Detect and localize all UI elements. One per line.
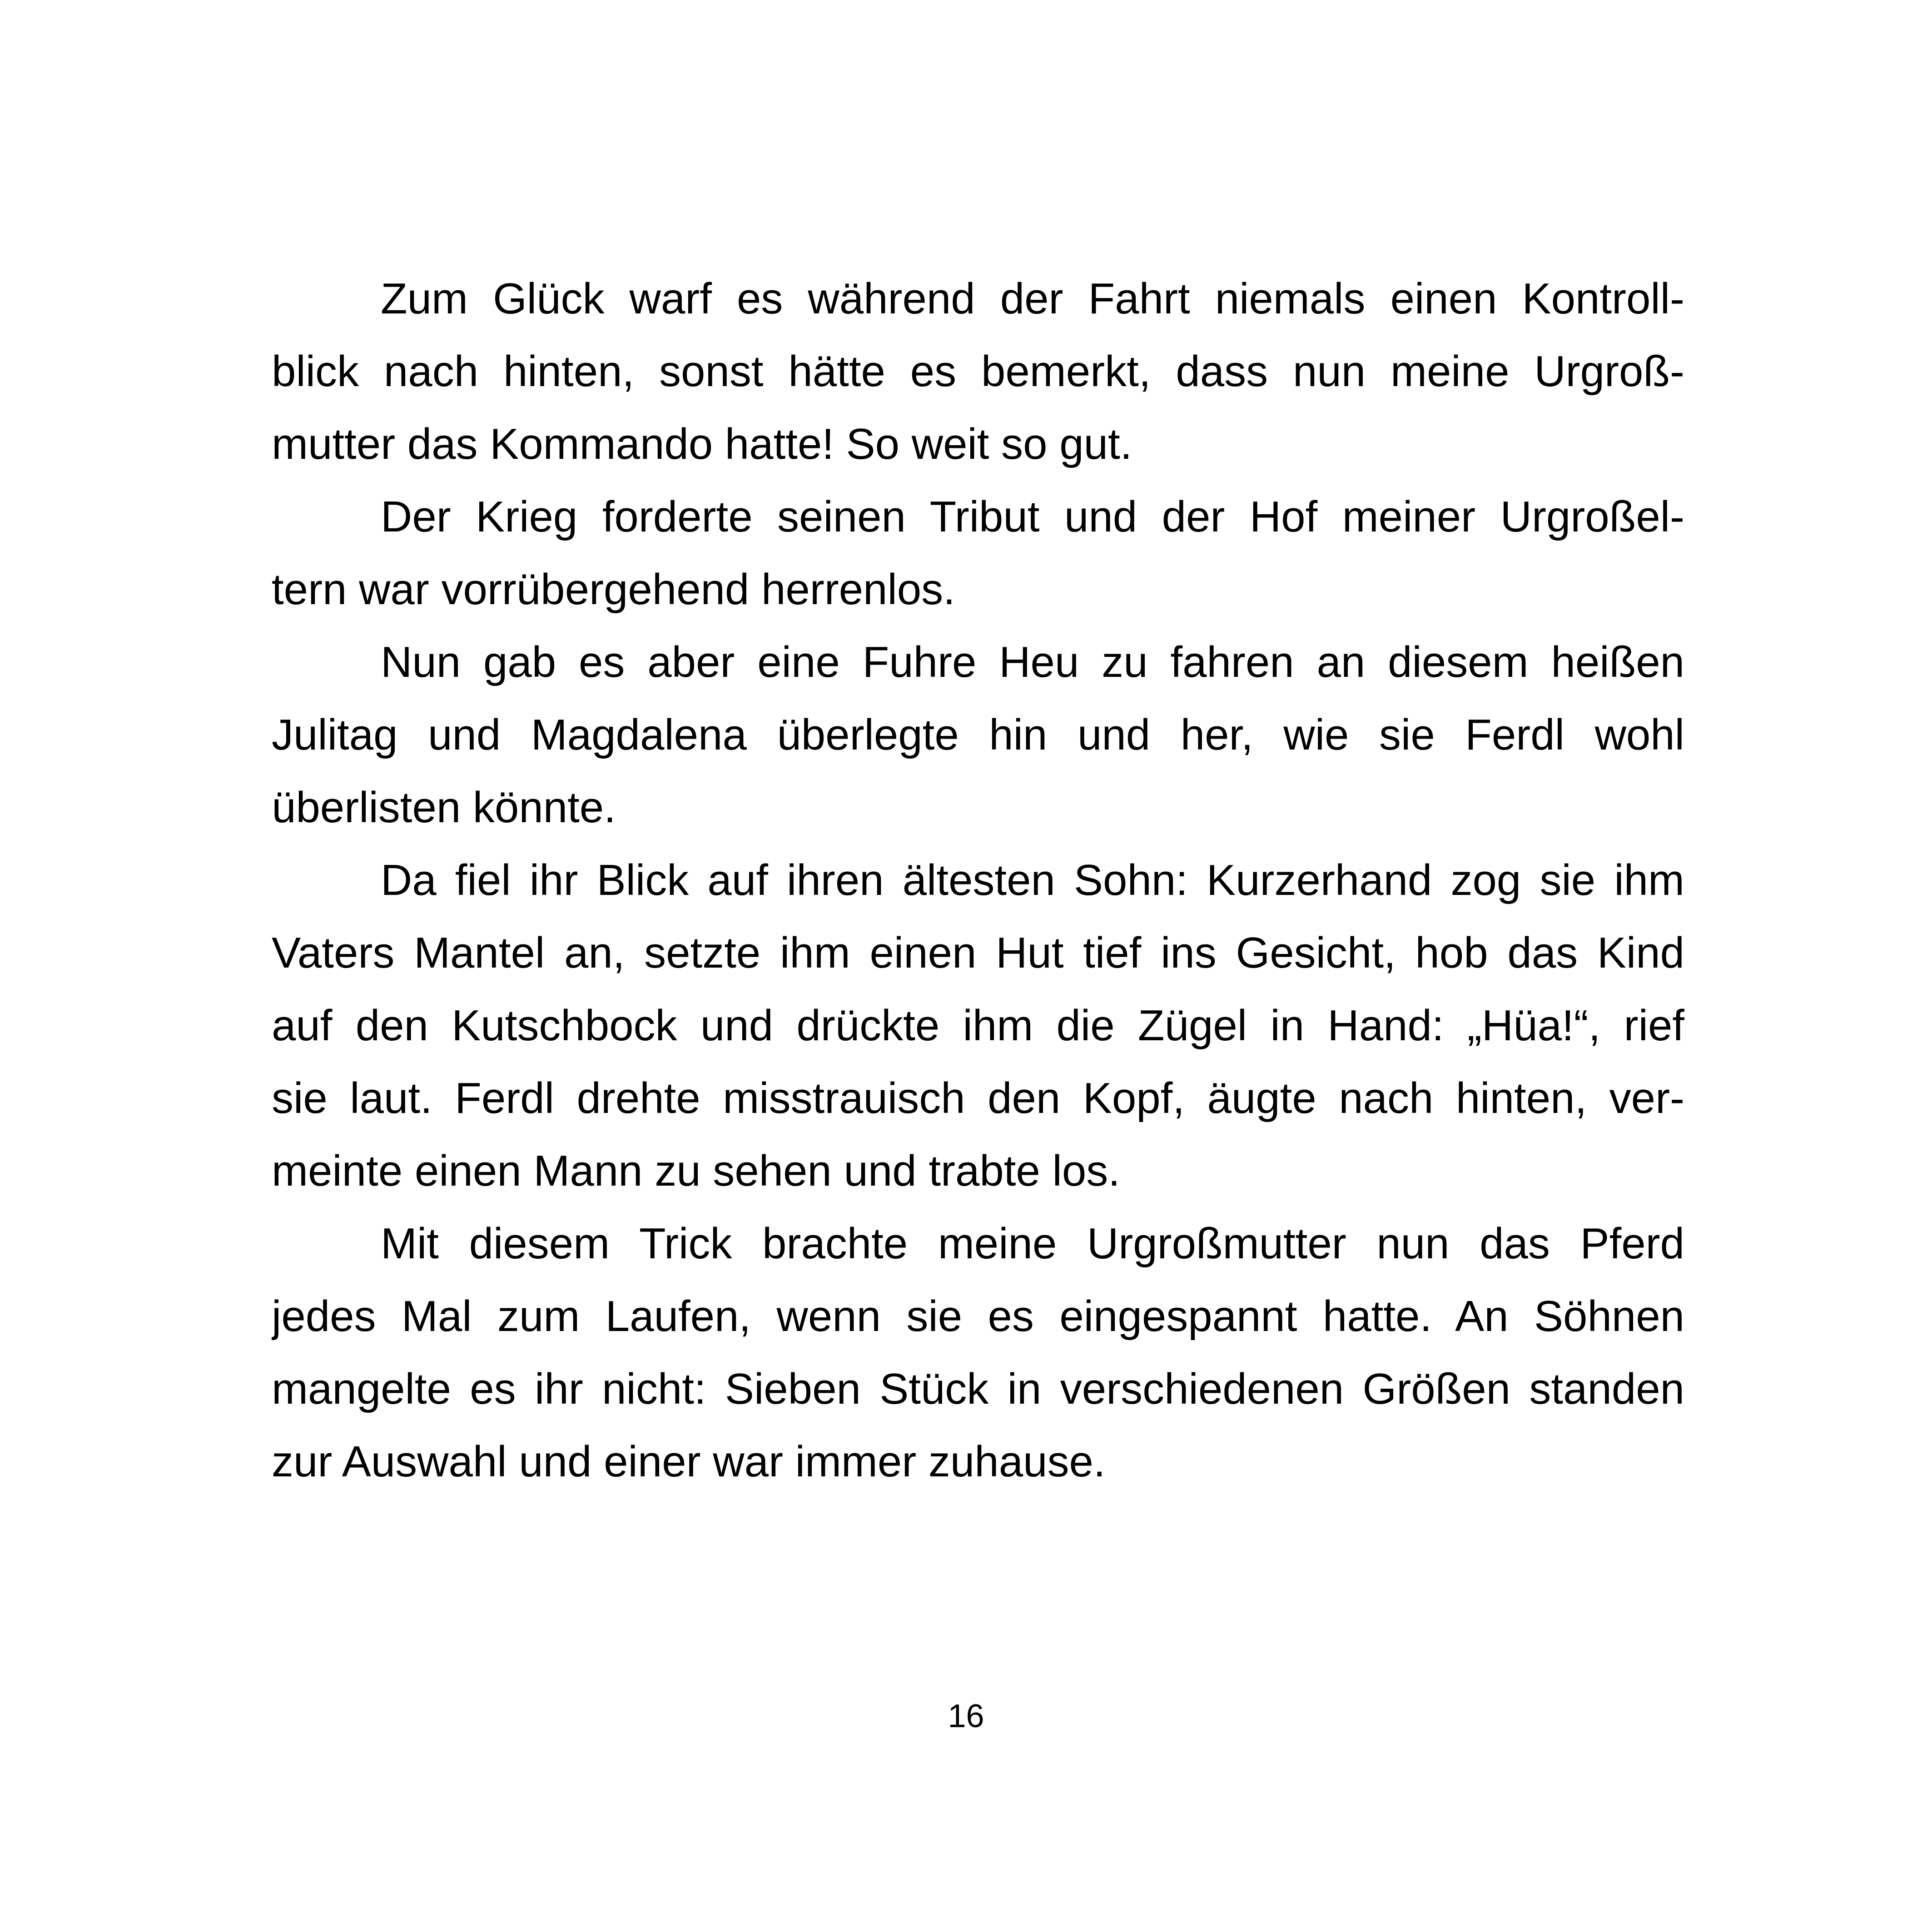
text-line: jedes Mal zum Laufen, wenn sie es eingespannt hatte. An Söhnen [272,1292,1684,1341]
text-line: Zum Glück warf es während der Fahrt niemals einen Kontroll- [381,274,1684,323]
page-number: 16 [948,1698,984,1734]
paragraph-3 [272,626,1684,844]
body-text [272,263,1684,1498]
paragraph-1 [272,263,1684,481]
text-line: meinte einen Mann zu sehen und trabte los. [272,1147,1120,1195]
text-line: mangelte es ihr nicht: Sieben Stück in verschiedenen Größen standen [272,1365,1684,1413]
text-line: Vaters Mantel an, setzte ihm einen Hut tief ins Gesicht, hob das Kind [272,929,1684,977]
text-line: Da fiel ihr Blick auf ihren ältesten Sohn: Kurzerhand zog sie ihm [381,856,1684,904]
paragraph-5 [272,1207,1684,1498]
text-line: mutter das Kommando hatte! So weit so gut. [272,420,1132,468]
text-line: Julitag und Magdalena überlegte hin und her, wie sie Ferdl wohl [272,710,1684,759]
text-line: auf den Kutschbock und drückte ihm die Zügel in Hand: „Hüa!“, rief [272,1001,1684,1050]
text-line: zur Auswahl und einer war immer zuhause. [272,1437,1106,1486]
paragraph-2 [272,481,1684,626]
text-line: Der Krieg forderte seinen Tribut und der Hof meiner Urgroßel- [381,492,1684,541]
text-line: überlisten könnte. [272,783,616,832]
text-line: Mit diesem Trick brachte meine Urgroßmutter nun das Pferd [381,1219,1684,1268]
text-line: Nun gab es aber eine Fuhre Heu zu fahren an diesem heißen [381,638,1684,686]
text-line: tern war vorrübergehend herrenlos. [272,565,955,614]
text-line: blick nach hinten, sonst hätte es bemerkt, dass nun meine Urgroß- [272,347,1684,396]
paragraph-4 [272,844,1684,1207]
text-line: sie laut. Ferdl drehte misstrauisch den Kopf, äugte nach hinten, ver- [272,1074,1684,1122]
